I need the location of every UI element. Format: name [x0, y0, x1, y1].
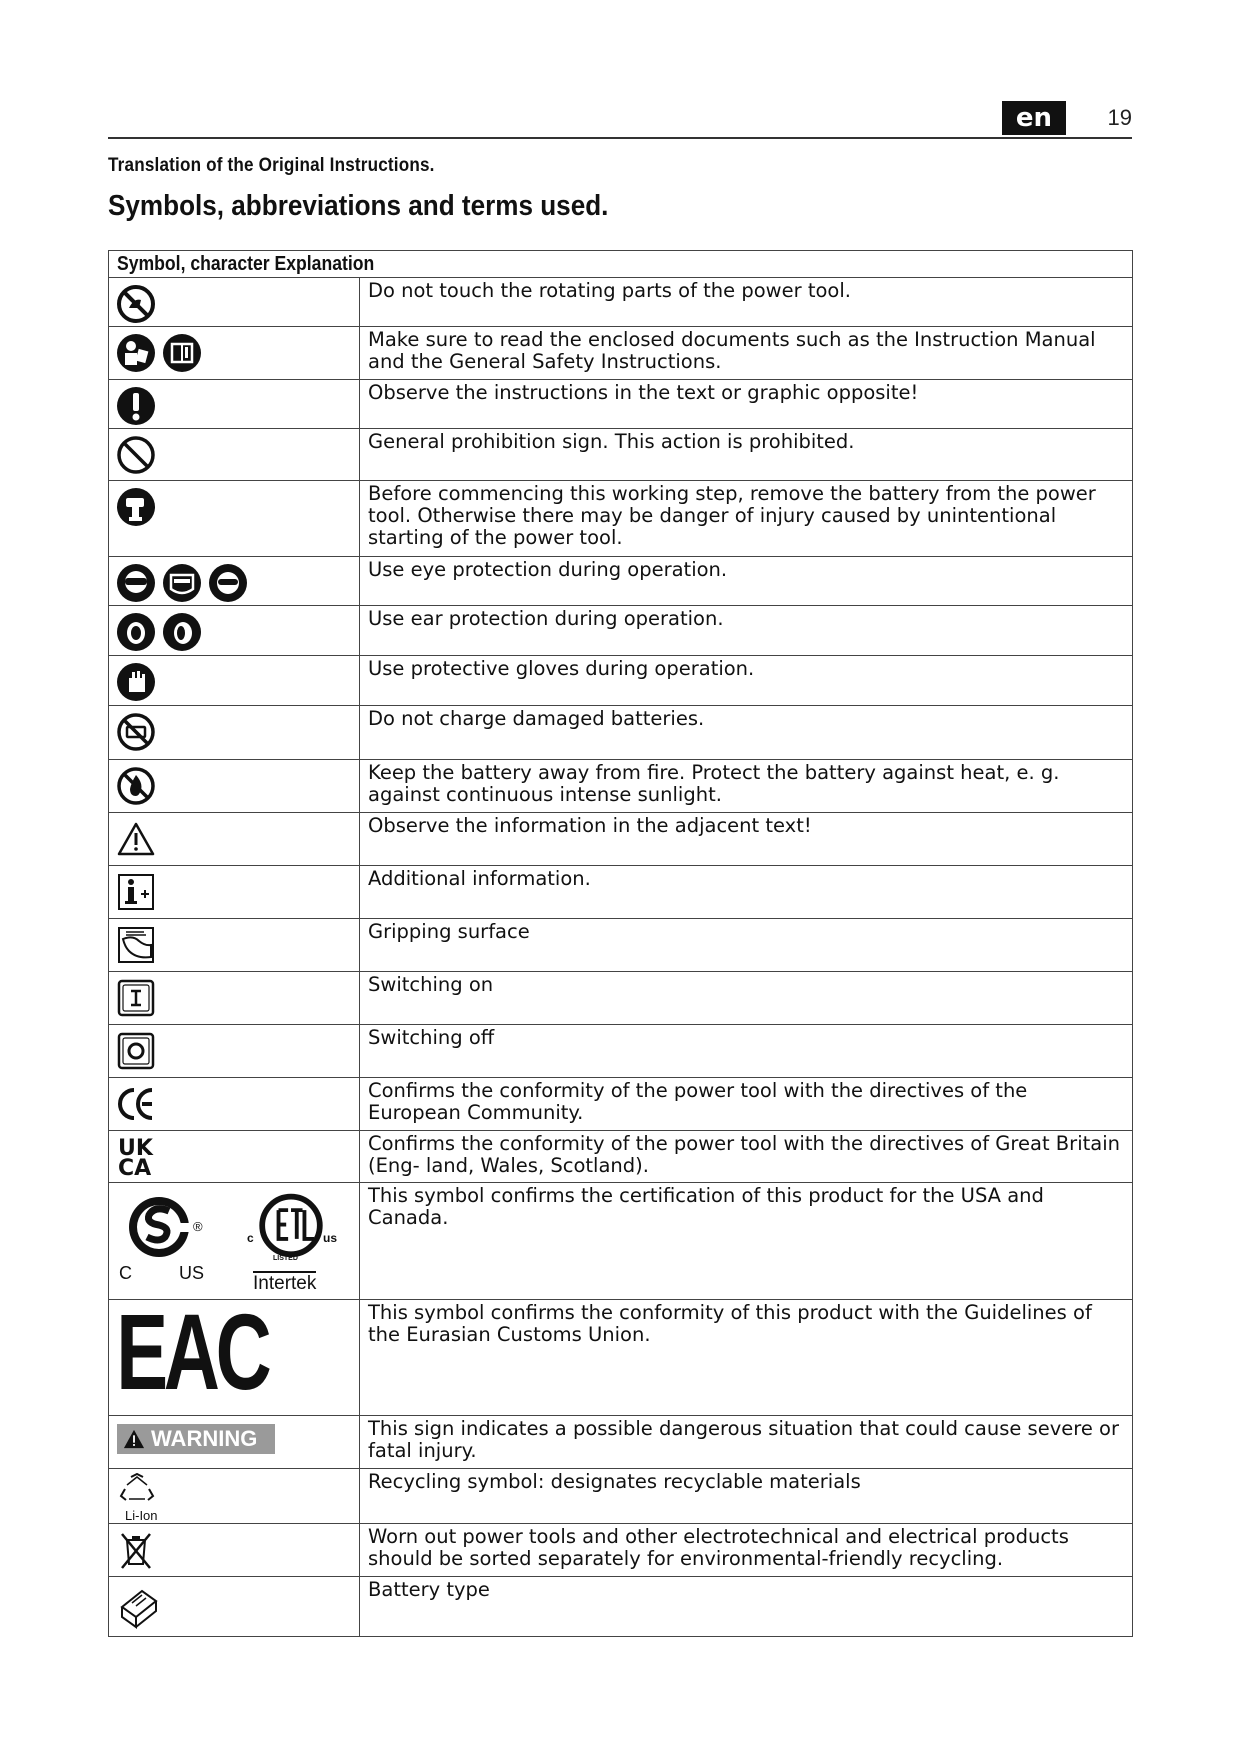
symbol-cell — [109, 866, 360, 919]
table-row — [109, 1577, 1133, 1637]
explanation-cell: Before commencing this working step, remove the battery from the power tool. Otherwise there may be danger of injury caused by unintentional starting of the power tool. — [360, 481, 1133, 557]
table-row — [109, 606, 1133, 656]
no-fire-icon — [116, 766, 156, 806]
symbol-cell — [109, 1131, 360, 1183]
document-subtitle: Translation of the Original Instructions. — [108, 155, 435, 176]
explanation-cell: Confirms the conformity of the power tool with the directives of Great Britain (Eng- land, Wales, Scotland). — [360, 1131, 1133, 1183]
symbol-cell — [109, 656, 360, 706]
explanation-cell: Keep the battery away from fire. Protect the battery against heat, e. g. against continuous intense sunlight. — [360, 760, 1133, 813]
csa-mark-icon: ® C US — [119, 1189, 215, 1289]
table-row — [109, 1416, 1133, 1469]
table-row — [109, 760, 1133, 813]
symbol-cell — [109, 557, 360, 606]
table-row — [109, 1078, 1133, 1131]
prohibition-icon — [116, 435, 156, 475]
symbol-cell — [109, 760, 360, 813]
exclamation-icon — [116, 386, 156, 426]
explanation-cell: This symbol confirms the certification of this product for the USA and Canada. — [360, 1183, 1133, 1300]
symbol-cell — [109, 327, 360, 380]
symbol-cell — [109, 972, 360, 1025]
gripping-surface-icon — [116, 925, 156, 965]
symbol-cell — [109, 1291, 360, 1416]
switch-on-icon — [116, 978, 156, 1018]
remove-battery-icon — [116, 487, 156, 527]
symbol-cell — [109, 813, 360, 866]
table-row — [109, 919, 1133, 972]
symbol-cell — [109, 1577, 360, 1637]
no-touch-rotating-icon — [116, 284, 156, 324]
explanation-cell: Do not touch the rotating parts of the power tool. — [360, 278, 1133, 327]
table-row — [109, 1524, 1133, 1577]
table-row — [109, 1469, 1133, 1524]
explanation-cell: General prohibition sign. This action is prohibited. — [360, 429, 1133, 481]
symbol-cell — [109, 1078, 360, 1131]
table-row — [109, 1183, 1133, 1300]
table-row — [109, 706, 1133, 760]
symbol-cell — [109, 606, 360, 656]
table-row — [109, 557, 1133, 606]
symbol-cell — [109, 1416, 360, 1469]
eye-protection-icon — [116, 563, 156, 603]
symbol-cell — [109, 1025, 360, 1078]
explanation-cell: Do not charge damaged batteries. — [360, 706, 1133, 760]
explanation-cell: Use protective gloves during operation. — [360, 656, 1133, 706]
explanation-cell: Use eye protection during operation. — [360, 557, 1133, 606]
table-header: Symbol, character Explanation — [109, 251, 1133, 278]
battery-type-icon — [116, 1583, 162, 1629]
symbol-cell — [109, 1469, 360, 1524]
no-charge-damaged-battery-icon — [116, 712, 156, 752]
gloves-icon — [116, 662, 156, 702]
explanation-cell: This symbol confirms the conformity of this product with the Guidelines of the Eurasian Customs Union. — [360, 1300, 1133, 1416]
explanation-cell: Battery type — [360, 1577, 1133, 1637]
table-row — [109, 278, 1133, 327]
ear-muff-icon — [162, 612, 202, 652]
page-title: Symbols, abbreviations and terms used. — [108, 190, 609, 222]
info-plus-icon — [116, 872, 156, 912]
page-number: 19 — [1107, 105, 1132, 130]
explanation-cell: Worn out power tools and other electrotechnical and electrical products should be sorted separately for environmental-friendly recycling. — [360, 1524, 1133, 1577]
explanation-cell: Use ear protection during operation. — [360, 606, 1133, 656]
explanation-cell: Switching off — [360, 1025, 1133, 1078]
table-row — [109, 972, 1133, 1025]
table-row — [109, 1131, 1133, 1183]
read-manual-icon — [116, 333, 156, 373]
symbol-cell — [109, 919, 360, 972]
warning-badge-icon: WARNING — [117, 1424, 275, 1454]
etl-mark-icon: c us LISTED Intertek — [243, 1189, 339, 1299]
table-row — [109, 1300, 1133, 1416]
table-row — [109, 866, 1133, 919]
table-row — [109, 429, 1133, 481]
table-row — [109, 380, 1133, 429]
explanation-cell: This sign indicates a possible dangerous situation that could cause severe or fatal injury. — [360, 1416, 1133, 1469]
face-shield-icon — [162, 563, 202, 603]
explanation-cell: Additional information. — [360, 866, 1133, 919]
symbol-cell — [109, 481, 360, 557]
table-row — [109, 1025, 1133, 1078]
explanation-cell: Recycling symbol: designates recyclable materials — [360, 1469, 1133, 1524]
warning-triangle-icon — [116, 819, 156, 859]
ukca-mark-icon: UK CA — [118, 1136, 153, 1181]
table-row — [109, 813, 1133, 866]
symbol-cell — [109, 278, 360, 327]
table-header-row — [109, 251, 1133, 278]
weee-bin-icon — [116, 1530, 156, 1570]
symbols-table — [108, 250, 1133, 1637]
explanation-cell: Observe the information in the adjacent text! — [360, 813, 1133, 866]
symbol-cell — [109, 1524, 360, 1577]
symbol-cell — [109, 1183, 360, 1300]
book-icon — [162, 333, 202, 373]
table-row — [109, 481, 1133, 557]
recycling-li-ion-icon: Li-Ion — [109, 1469, 359, 1523]
goggles-icon — [208, 563, 248, 603]
switch-off-icon — [116, 1031, 156, 1071]
explanation-cell: Gripping surface — [360, 919, 1133, 972]
page-header — [108, 99, 1132, 139]
symbol-cell — [109, 429, 360, 481]
ear-protection-icon — [116, 612, 156, 652]
language-badge: en — [1002, 101, 1066, 135]
explanation-cell: Observe the instructions in the text or graphic opposite! — [360, 380, 1133, 429]
table-row — [109, 656, 1133, 706]
table-row — [109, 327, 1133, 380]
symbol-cell — [109, 380, 360, 429]
explanation-cell: Switching on — [360, 972, 1133, 1025]
explanation-cell: Confirms the conformity of the power tool with the directives of the European Community. — [360, 1078, 1133, 1131]
eac-mark-icon: EAC — [116, 1291, 268, 1412]
symbol-cell — [109, 706, 360, 760]
explanation-cell: Make sure to read the enclosed documents such as the Instruction Manual and the General Safety Instructions. — [360, 327, 1133, 380]
ce-mark-icon — [116, 1084, 156, 1124]
